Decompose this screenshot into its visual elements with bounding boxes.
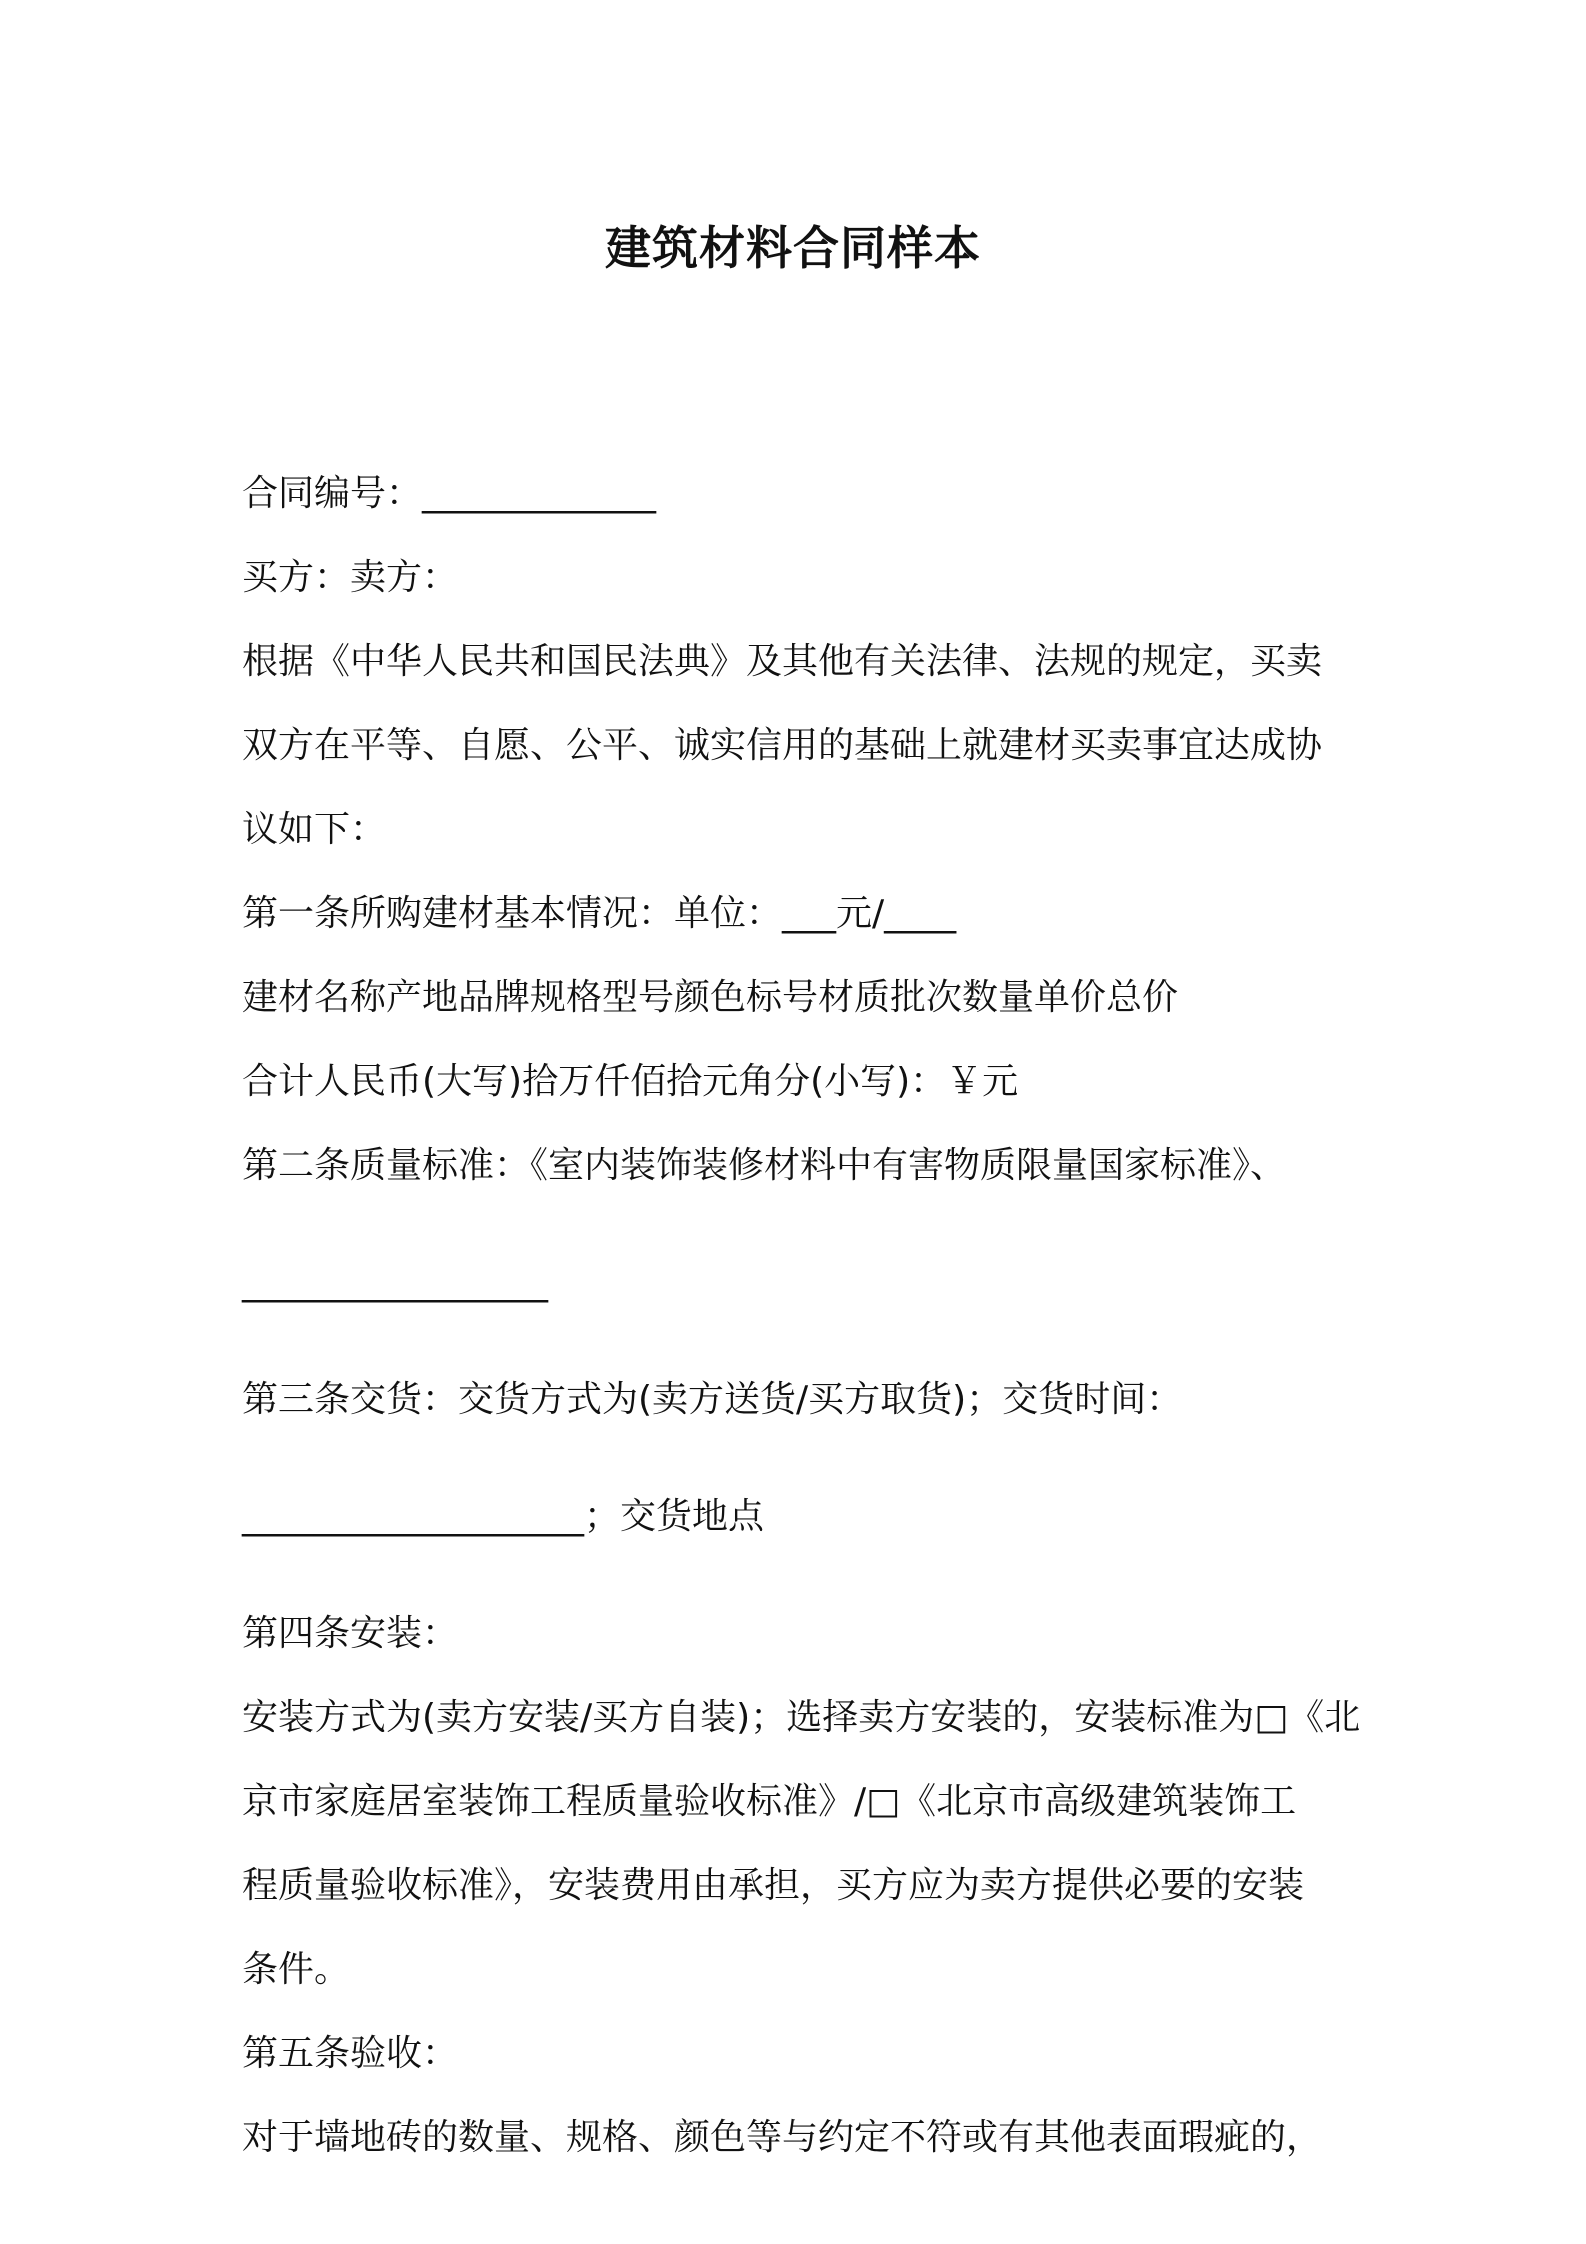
article-4-line-2: 京市家庭居室装饰工程质量验收标准》/□《北京市高级建筑装饰工 [242, 1781, 1297, 1822]
article-4-line-3: 程质量验收标准》，安装费用由承担，买方应为卖方提供必要的安装 [242, 1865, 1305, 1906]
article-1-heading: 第一条所购建材基本情况：单位：___元/____ [242, 893, 957, 934]
contract-number-line: 合同编号：_____________ [242, 473, 657, 514]
article-2-blank-line: _________________ [242, 1262, 548, 1303]
article-1-total: 合计人民币(大写)拾万仟佰拾元角分(小写)：￥元 [242, 1061, 1019, 1102]
article-3-line-1: 第三条交货：交货方式为(卖方送货/买方取货)；交货时间： [242, 1379, 1183, 1420]
preamble-line-3: 议如下： [242, 809, 387, 850]
article-4-line-4: 条件。 [242, 1949, 351, 1990]
document-title: 建筑材料合同样本 [605, 221, 981, 275]
article-5-heading: 第五条验收： [242, 2033, 459, 2074]
parties-line: 买方：卖方： [242, 557, 459, 598]
document-body [242, 452, 1362, 2180]
preamble-line-1: 根据《中华人民共和国民法典》及其他有关法律、法规的规定，买卖 [242, 641, 1323, 682]
article-4-heading: 第四条安装： [242, 1613, 459, 1654]
article-3-line-2: ___________________；交货地点 [242, 1496, 765, 1537]
preamble-line-2: 双方在平等、自愿、公平、诚实信用的基础上就建材买卖事宜达成协 [242, 725, 1323, 766]
article-2-line-1: 第二条质量标准：《室内装饰装修材料中有害物质限量国家标准》、 [242, 1145, 1287, 1186]
article-1-columns: 建材名称产地品牌规格型号颜色标号材质批次数量单价总价 [242, 977, 1179, 1018]
article-5-line-1: 对于墙地砖的数量、规格、颜色等与约定不符或有其他表面瑕疵的， [242, 2117, 1323, 2158]
article-4-line-1: 安装方式为(卖方安装/买方自装)；选择卖方安装的，安装标准为□《北 [242, 1697, 1361, 1738]
